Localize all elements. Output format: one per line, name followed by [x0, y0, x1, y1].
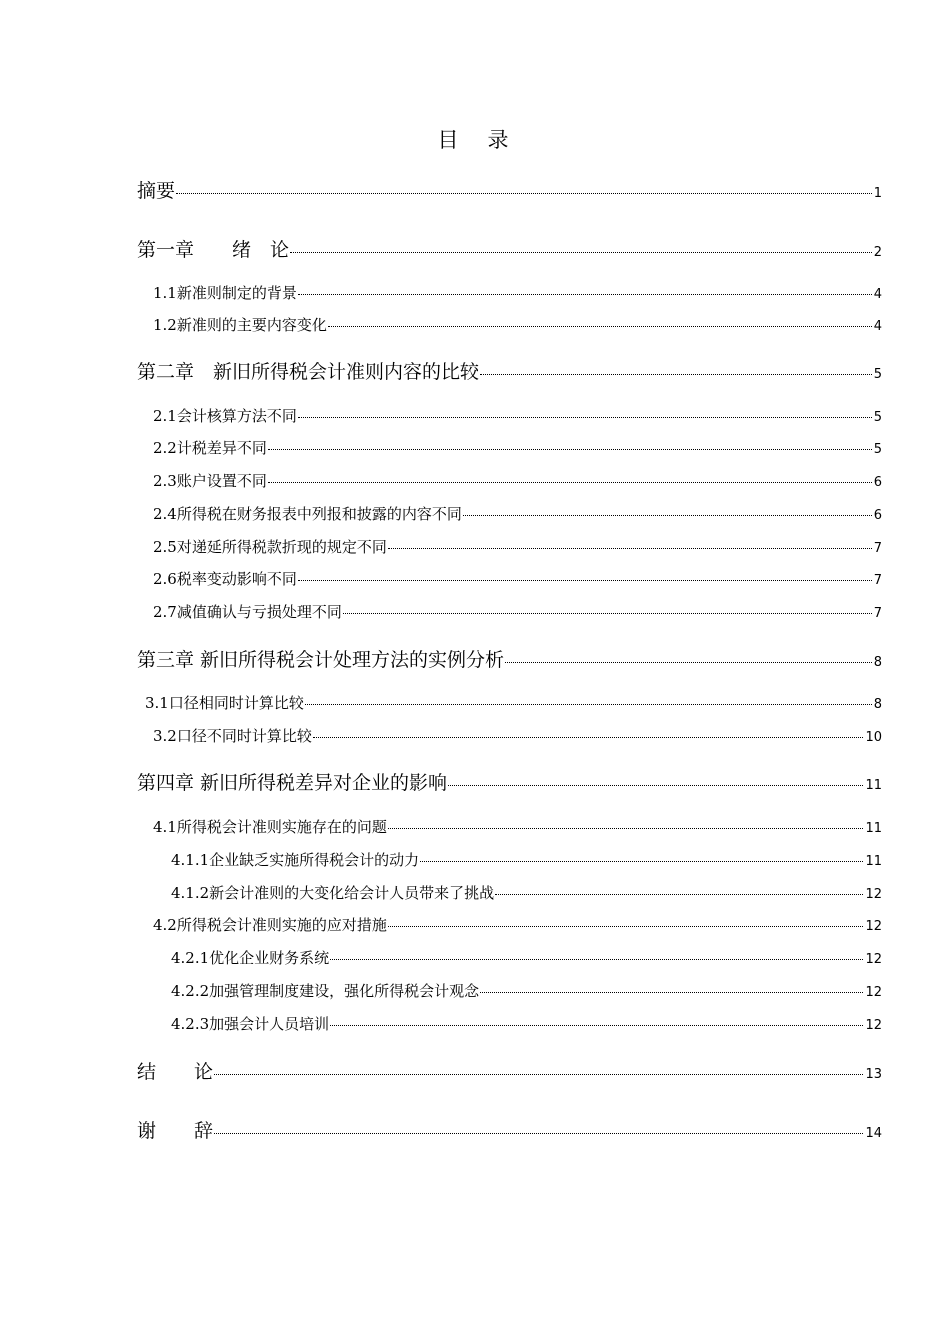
toc-title: 目 录 [437, 128, 513, 152]
dot-leader [495, 894, 863, 895]
toc-entry-conclusion[interactable] [137, 1057, 882, 1084]
toc-entry-label: 2.1会计核算方法不同 [153, 407, 297, 425]
toc-entry-page: 12 [865, 919, 882, 934]
toc-entry-page: 2 [873, 245, 882, 260]
toc-entry-abstract[interactable] [137, 176, 882, 203]
dot-leader [448, 785, 863, 786]
toc-entry-2-6[interactable] [153, 568, 882, 589]
toc-entry-page: 6 [873, 475, 882, 490]
toc-entry-4-2-3[interactable] [171, 1013, 882, 1034]
toc-entry-page: 5 [873, 410, 882, 425]
toc-entry-label: 4.2.2加强管理制度建设，强化所得税会计观念 [171, 982, 480, 1000]
toc-entry-4-2-1[interactable] [171, 947, 882, 968]
toc-entry-1-2[interactable] [153, 314, 882, 335]
toc-entry-label: 谢 辞 [137, 1120, 214, 1142]
dot-leader [328, 326, 872, 327]
dot-leader [268, 449, 872, 450]
dot-leader [330, 1025, 863, 1026]
toc-entry-4-2[interactable] [153, 914, 882, 935]
toc-entry-4-1-2[interactable] [171, 882, 882, 903]
toc-entry-page: 12 [865, 985, 882, 1000]
toc-entry-chapter-1[interactable] [137, 235, 882, 262]
toc-entry-label: 2.4所得税在财务报表中列报和披露的内容不同 [153, 505, 462, 523]
toc-entry-page: 4 [873, 319, 882, 334]
toc-entry-page: 7 [873, 541, 882, 556]
toc-entry-2-4[interactable] [153, 503, 882, 524]
dot-leader [463, 515, 872, 516]
toc-entry-page: 8 [873, 697, 882, 712]
toc-entry-page: 6 [873, 508, 882, 523]
toc-entry-label: 4.2.3加强会计人员培训 [171, 1015, 330, 1033]
toc-entry-label: 第一章 绪 论 [137, 239, 290, 261]
toc-entry-page: 5 [873, 442, 882, 457]
toc-entry-chapter-2[interactable] [137, 357, 882, 384]
toc-entry-2-3[interactable] [153, 470, 882, 491]
toc-entry-label: 3.1口径相同时计算比较 [145, 694, 304, 712]
dot-leader [480, 992, 863, 993]
toc-entry-label: 摘要 [137, 180, 176, 202]
dot-leader [420, 861, 863, 862]
toc-entry-label: 2.6税率变动影响不同 [153, 570, 297, 588]
toc-entry-label: 4.1.2新会计准则的大变化给会计人员带来了挑战 [171, 884, 495, 902]
toc-entry-label: 结 论 [137, 1061, 214, 1083]
dot-leader [388, 548, 872, 549]
toc-entry-page: 11 [865, 821, 882, 836]
toc-entry-4-1-1[interactable] [171, 849, 882, 870]
toc-entry-label: 1.1新准则制定的背景 [153, 284, 297, 302]
dot-leader [214, 1133, 863, 1134]
toc-entry-page: 13 [865, 1067, 882, 1082]
toc-entry-page: 11 [865, 854, 882, 869]
toc-entry-2-7[interactable] [153, 601, 882, 622]
dot-leader [305, 704, 872, 705]
toc-entry-page: 7 [873, 606, 882, 621]
toc-entry-3-1[interactable] [145, 692, 882, 713]
toc-entry-label: 2.7减值确认与亏损处理不同 [153, 603, 342, 621]
dot-leader [298, 580, 872, 581]
toc-entry-label: 4.2.1优化企业财务系统 [171, 949, 330, 967]
toc-entry-page: 12 [865, 887, 882, 902]
toc-entry-page: 7 [873, 573, 882, 588]
toc-entry-label: 第二章 新旧所得税会计准则内容的比较 [137, 361, 480, 383]
dot-leader [480, 374, 872, 375]
toc-entry-label: 2.3账户设置不同 [153, 472, 267, 490]
toc-entry-2-2[interactable] [153, 437, 882, 458]
toc-entry-page: 12 [865, 1018, 882, 1033]
dot-leader [313, 737, 864, 738]
dot-leader [388, 926, 864, 927]
toc-entry-page: 8 [873, 655, 882, 670]
toc-entry-2-5[interactable] [153, 536, 882, 557]
toc-entry-page: 10 [865, 730, 882, 745]
dot-leader [176, 193, 872, 194]
toc-entry-label: 2.2计税差异不同 [153, 439, 267, 457]
toc-entry-page: 11 [865, 778, 882, 793]
toc-entry-page: 12 [865, 952, 882, 967]
toc-entry-chapter-3[interactable] [137, 645, 882, 672]
toc-entry-label: 2.5对递延所得税款折现的规定不同 [153, 538, 387, 556]
dot-leader [505, 662, 872, 663]
toc-entry-page: 4 [873, 287, 882, 302]
toc-entry-label: 第四章 新旧所得税差异对企业的影响 [137, 772, 448, 794]
toc-entry-4-1[interactable] [153, 816, 882, 837]
dot-leader [330, 959, 863, 960]
toc-entry-label: 4.1.1企业缺乏实施所得税会计的动力 [171, 851, 420, 869]
toc-entry-4-2-2[interactable] [171, 980, 882, 1001]
toc-entry-acknowledgements[interactable] [137, 1116, 882, 1143]
dot-leader [268, 482, 872, 483]
toc-entry-label: 第三章 新旧所得税会计处理方法的实例分析 [137, 649, 505, 671]
toc-entry-page: 14 [865, 1126, 882, 1141]
dot-leader [298, 417, 872, 418]
toc-entry-label: 4.2所得税会计准则实施的应对措施 [153, 916, 387, 934]
toc-entry-chapter-4[interactable] [137, 768, 882, 795]
dot-leader [298, 294, 872, 295]
toc-entry-3-2[interactable] [153, 725, 882, 746]
dot-leader [343, 613, 872, 614]
dot-leader [388, 828, 864, 829]
toc-entry-label: 4.1所得税会计准则实施存在的问题 [153, 818, 387, 836]
dot-leader [290, 252, 872, 253]
dot-leader [214, 1074, 863, 1075]
toc-entry-label: 3.2口径不同时计算比较 [153, 727, 312, 745]
toc-entry-2-1[interactable] [153, 405, 882, 426]
toc-entry-1-1[interactable] [153, 282, 882, 303]
toc-entry-page: 1 [873, 186, 882, 201]
toc-entry-page: 5 [873, 367, 882, 382]
toc-entry-label: 1.2新准则的主要内容变化 [153, 316, 327, 334]
